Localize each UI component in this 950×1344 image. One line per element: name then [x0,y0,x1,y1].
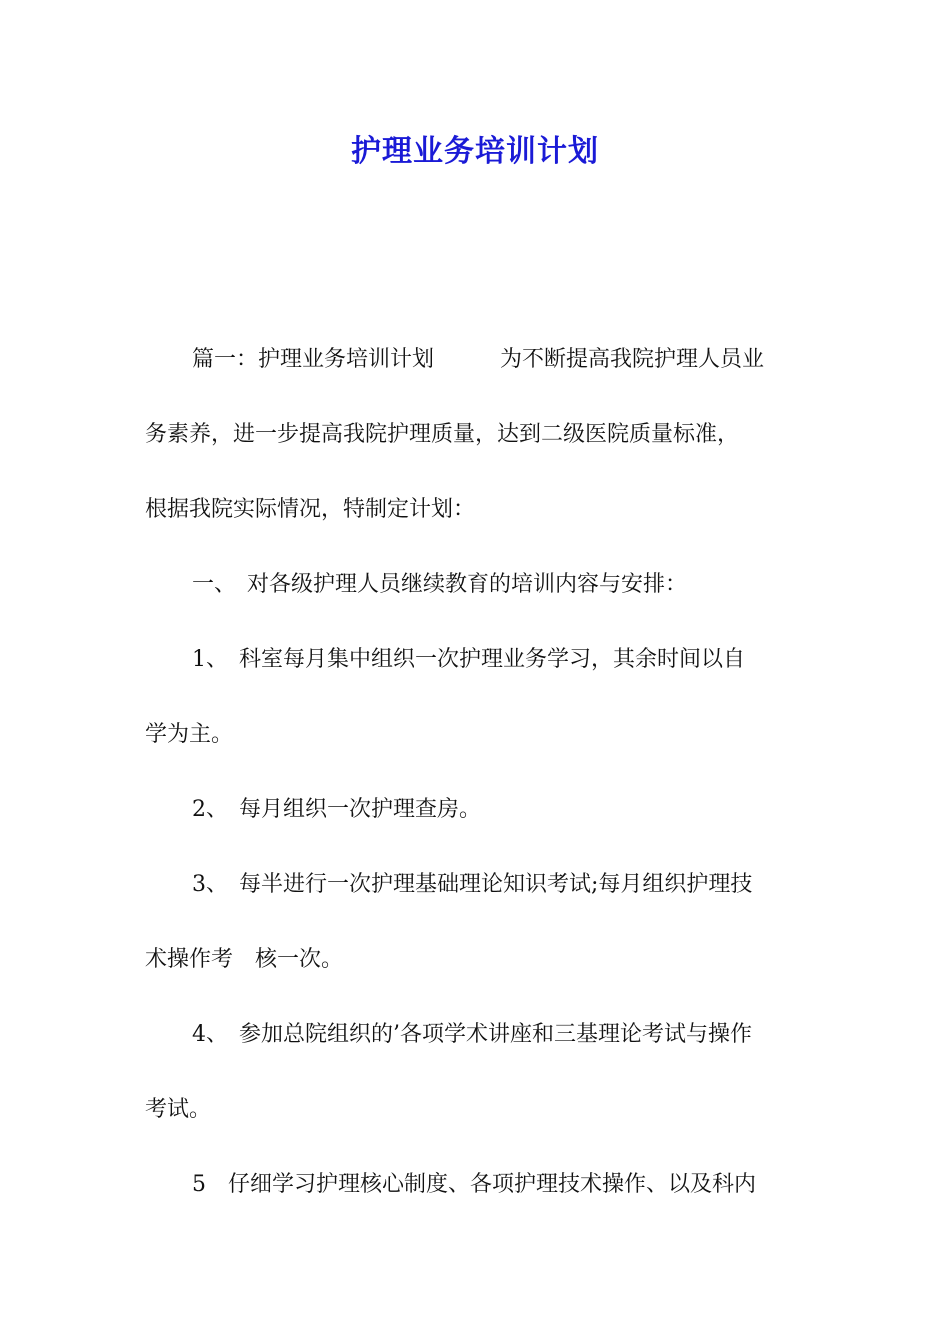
section-heading: 一、 对各级护理人员继续教育的培训内容与安排： [192,572,688,597]
paragraph-line: 根据我院实际情况，特制定计划： [145,497,476,522]
list-item-4: 4、 参加总院组织的’各项学术讲座和三基理论考试与操作 [192,1022,752,1047]
paragraph-line: 篇一：护理业务培训计划 为不断提高我院护理人员业 [192,347,765,372]
document-title: 护理业务培训计划 [351,134,599,169]
list-item-4-continued: 考试。 [145,1097,212,1122]
list-item-5: 5 仔细学习护理核心制度、各项护理技术操作、以及科内 [192,1172,756,1197]
list-item-1-continued: 学为主。 [145,722,234,747]
paragraph-line: 务素养，进一步提高我院护理质量，达到二级医院质量标准， [145,422,740,447]
list-item-2: 2、 每月组织一次护理查房。 [192,797,481,822]
list-item-3-continued: 术操作考 核一次。 [145,947,344,972]
list-item-1: 1、 科室每月集中组织一次护理业务学习，其余时间以自 [192,647,745,672]
list-item-3: 3、 每半进行一次护理基础理论知识考试;每月组织护理技 [192,872,753,897]
